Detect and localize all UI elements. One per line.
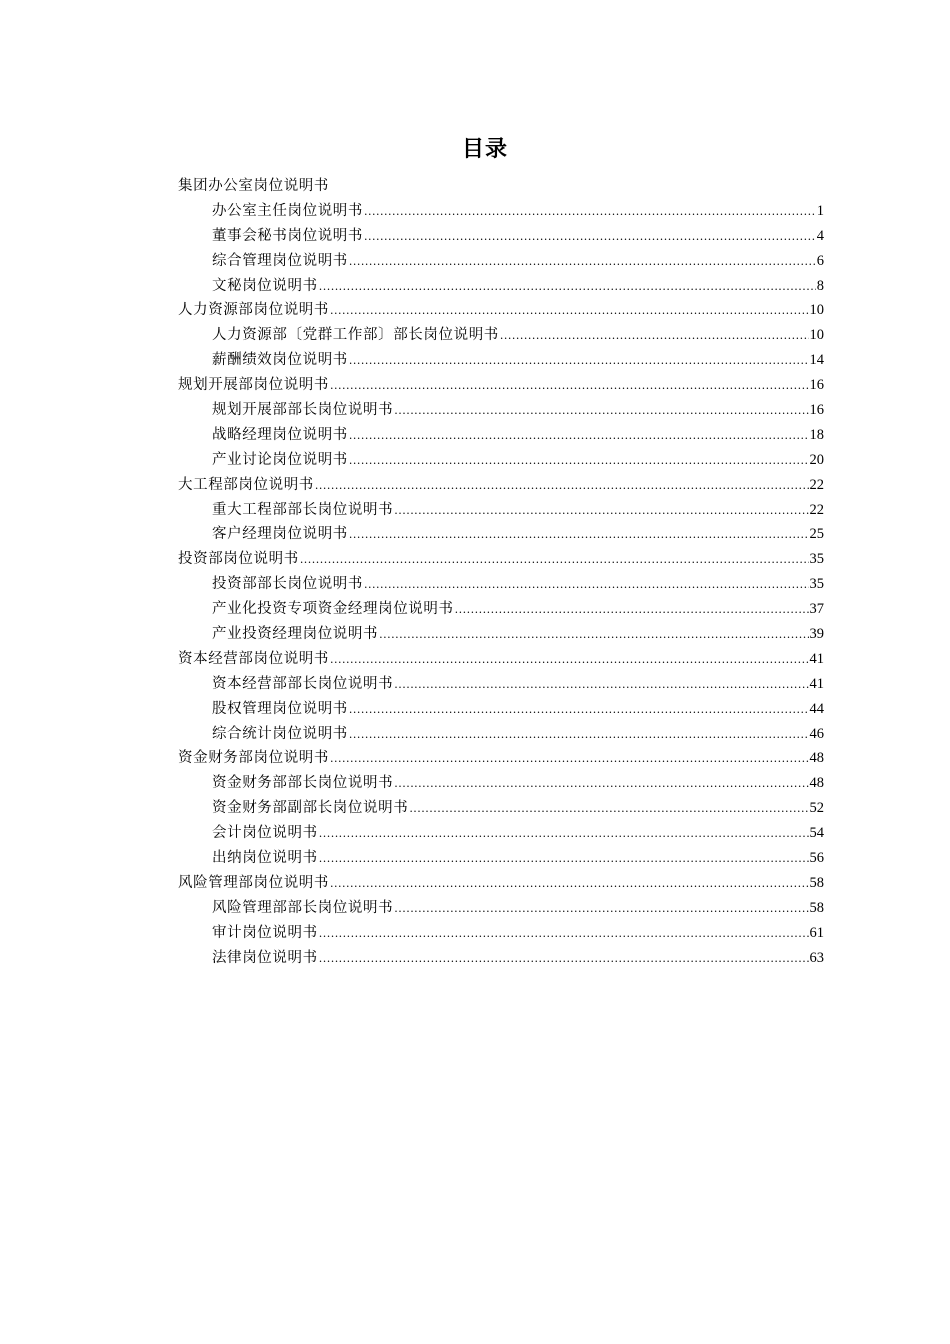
toc-section-entry[interactable]	[178, 373, 824, 398]
toc-dot-leader	[349, 698, 809, 723]
toc-entry-label: 办公室主任岗位说明书	[212, 202, 363, 219]
toc-entry-label: 文秘岗位说明书	[212, 277, 318, 294]
toc-entry-label: 综合管理岗位说明书	[212, 252, 348, 269]
toc-subsection-entry[interactable]	[178, 249, 824, 274]
toc-dot-leader	[349, 449, 809, 474]
toc-entry-label: 风险管理部岗位说明书	[178, 874, 329, 891]
toc-dot-leader	[349, 250, 816, 275]
toc-page-number: 22	[809, 501, 824, 518]
toc-subsection-entry[interactable]	[178, 572, 824, 597]
toc-page-number: 35	[809, 576, 824, 593]
toc-entry-label: 规划开展部岗位说明书	[178, 377, 329, 394]
toc-dot-leader	[394, 897, 808, 922]
toc-entry-label: 资金财务部副部长岗位说明书	[212, 800, 409, 817]
toc-dot-leader	[330, 648, 809, 673]
toc-entry-label: 董事会秘书岗位说明书	[212, 227, 363, 244]
toc-entry-label: 客户经理岗位说明书	[212, 526, 348, 543]
toc-dot-leader	[349, 723, 809, 748]
toc-page-number: 1	[816, 202, 824, 219]
toc-entry-label: 风险管理部部长岗位说明书	[212, 899, 394, 916]
toc-dot-leader	[379, 623, 808, 648]
toc-subsection-entry[interactable]	[178, 722, 824, 747]
toc-dot-leader	[330, 747, 809, 772]
toc-entry-label: 资本经营部部长岗位说明书	[212, 675, 394, 692]
toc-page-number: 16	[809, 402, 824, 419]
toc-subsection-entry[interactable]	[178, 348, 824, 373]
toc-page-number: 48	[809, 750, 824, 767]
toc-subsection-entry[interactable]	[178, 697, 824, 722]
toc-dot-leader	[319, 922, 809, 947]
toc-entry-label: 产业投资经理岗位说明书	[212, 626, 379, 643]
toc-page-number: 41	[809, 675, 824, 692]
toc-subsection-entry[interactable]	[178, 224, 824, 249]
toc-subsection-entry[interactable]	[178, 323, 824, 348]
toc-page-number: 52	[809, 800, 824, 817]
toc-page-number: 37	[809, 601, 824, 618]
toc-page-number: 16	[809, 377, 824, 394]
toc-dot-leader	[330, 374, 809, 399]
toc-page-number: 41	[809, 650, 824, 667]
toc-section-entry[interactable]	[178, 746, 824, 771]
toc-dot-leader	[409, 797, 808, 822]
toc-entry-label: 投资部部长岗位说明书	[212, 576, 363, 593]
toc-page-number: 46	[809, 725, 824, 742]
toc-page-number: 10	[809, 302, 824, 319]
toc-dot-leader	[364, 225, 816, 250]
toc-dot-leader	[349, 424, 809, 449]
toc-page-number: 6	[816, 252, 824, 269]
toc-dot-leader	[315, 474, 809, 499]
toc-dot-leader	[394, 499, 808, 524]
toc-subsection-entry[interactable]	[178, 771, 824, 796]
toc-entry-label: 股权管理岗位说明书	[212, 700, 348, 717]
toc-entry-label: 出纳岗位说明书	[212, 850, 318, 867]
toc-section-entry[interactable]	[178, 174, 824, 199]
table-of-contents	[178, 174, 824, 971]
toc-subsection-entry[interactable]	[178, 398, 824, 423]
toc-subsection-entry[interactable]	[178, 622, 824, 647]
toc-section-entry[interactable]	[178, 298, 824, 323]
toc-entry-label: 法律岗位说明书	[212, 949, 318, 966]
toc-entry-label: 审计岗位说明书	[212, 924, 318, 941]
toc-subsection-entry[interactable]	[178, 946, 824, 971]
toc-dot-leader	[455, 598, 809, 623]
toc-dot-leader	[319, 275, 816, 300]
toc-dot-leader	[394, 399, 808, 424]
toc-subsection-entry[interactable]	[178, 597, 824, 622]
toc-entry-label: 产业讨论岗位说明书	[212, 451, 348, 468]
toc-entry-label: 集团办公室岗位说明书	[178, 178, 329, 194]
toc-dot-leader	[394, 772, 808, 797]
toc-page-number: 20	[809, 451, 824, 468]
toc-subsection-entry[interactable]	[178, 821, 824, 846]
toc-subsection-entry[interactable]	[178, 448, 824, 473]
toc-dot-leader	[349, 349, 809, 374]
toc-page-number: 18	[809, 426, 824, 443]
toc-page-number: 25	[809, 526, 824, 543]
toc-subsection-entry[interactable]	[178, 921, 824, 946]
toc-page-number: 58	[809, 874, 824, 891]
toc-dot-leader	[364, 573, 809, 598]
toc-entry-label: 会计岗位说明书	[212, 825, 318, 842]
toc-dot-leader	[319, 847, 809, 872]
toc-entry-label: 人力资源部岗位说明书	[178, 302, 329, 319]
toc-entry-label: 规划开展部部长岗位说明书	[212, 402, 394, 419]
toc-dot-leader	[394, 673, 808, 698]
toc-page-number: 61	[809, 924, 824, 941]
toc-entry-label: 投资部岗位说明书	[178, 551, 299, 568]
toc-dot-leader	[319, 947, 809, 972]
toc-page-number: 22	[809, 476, 824, 493]
toc-entry-label: 资金财务部岗位说明书	[178, 750, 329, 767]
toc-subsection-entry[interactable]	[178, 846, 824, 871]
toc-entry-label: 战略经理岗位说明书	[212, 426, 348, 443]
toc-section-entry[interactable]	[178, 547, 824, 572]
toc-subsection-entry[interactable]	[178, 423, 824, 448]
toc-section-entry[interactable]	[178, 473, 824, 498]
toc-page-number: 48	[809, 775, 824, 792]
toc-dot-leader	[319, 822, 809, 847]
toc-dot-leader	[330, 872, 809, 897]
toc-page-number: 4	[816, 227, 824, 244]
toc-dot-leader	[300, 548, 809, 573]
toc-entry-label: 薪酬绩效岗位说明书	[212, 352, 348, 369]
toc-title: 目录	[461, 137, 508, 162]
toc-page-number: 63	[809, 949, 824, 966]
toc-entry-label: 综合统计岗位说明书	[212, 725, 348, 742]
toc-subsection-entry[interactable]	[178, 199, 824, 224]
toc-subsection-entry[interactable]	[178, 672, 824, 697]
toc-dot-leader	[349, 523, 809, 548]
toc-subsection-entry[interactable]	[178, 896, 824, 921]
toc-page-number: 39	[809, 626, 824, 643]
toc-page-number: 44	[809, 700, 824, 717]
toc-entry-label: 人力资源部〔党群工作部〕部长岗位说明书	[212, 327, 499, 344]
toc-page-number: 14	[809, 352, 824, 369]
toc-page-number: 8	[816, 277, 824, 294]
toc-entry-label: 资本经营部岗位说明书	[178, 650, 329, 667]
toc-page-number: 10	[809, 327, 824, 344]
toc-dot-leader	[500, 324, 809, 349]
toc-page-number: 56	[809, 850, 824, 867]
toc-entry-label: 资金财务部部长岗位说明书	[212, 775, 394, 792]
toc-page-number: 35	[809, 551, 824, 568]
toc-section-entry[interactable]	[178, 871, 824, 896]
toc-page-number: 54	[809, 825, 824, 842]
toc-subsection-entry[interactable]	[178, 274, 824, 299]
toc-page-number: 58	[809, 899, 824, 916]
toc-dot-leader	[330, 299, 809, 324]
toc-entry-label: 大工程部岗位说明书	[178, 476, 314, 493]
toc-entry-label: 重大工程部部长岗位说明书	[212, 501, 394, 518]
toc-subsection-entry[interactable]	[178, 796, 824, 821]
toc-section-entry[interactable]	[178, 647, 824, 672]
toc-entry-label: 产业化投资专项资金经理岗位说明书	[212, 601, 454, 618]
toc-dot-leader	[364, 200, 816, 225]
toc-subsection-entry[interactable]	[178, 522, 824, 547]
toc-subsection-entry[interactable]	[178, 498, 824, 523]
